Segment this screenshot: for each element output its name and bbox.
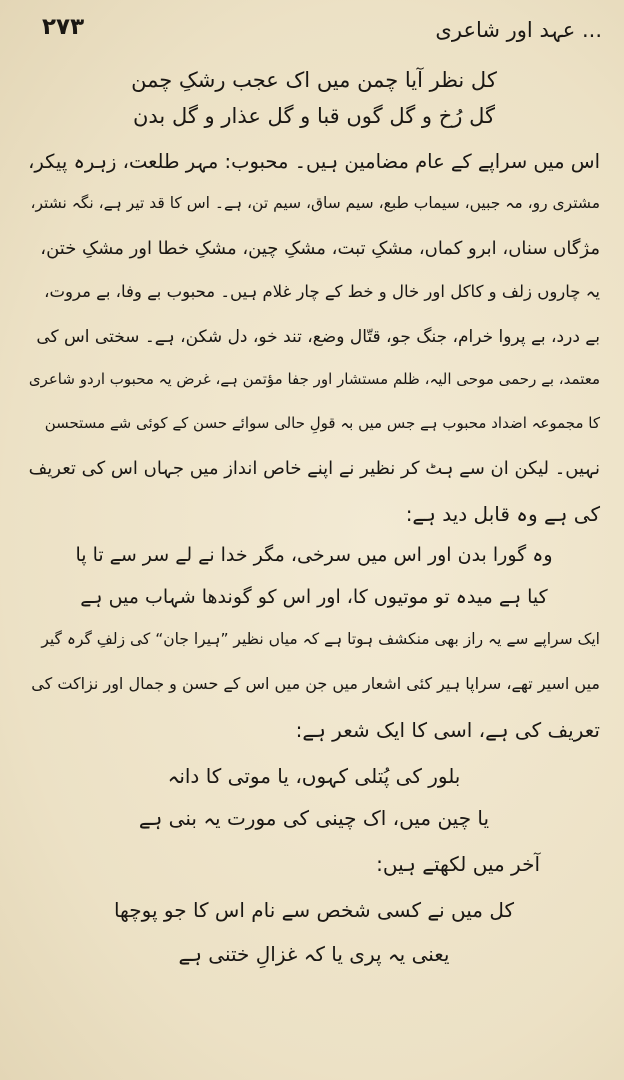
- couplet-2-line-1: وہ گورا بدن اور اس میں سرخی، مگر خدا نے لے سر سے تا پا: [75, 544, 553, 566]
- paragraph-1-line-9: کی ہے وہ قابل دید ہے:: [405, 502, 600, 526]
- couplet-1-line-1: کل نظر آیا چمن میں اک عجب رشکِ چمن: [131, 68, 497, 92]
- paragraph-1-line-1: اس میں سراپے کے عام مضامین ہیں۔ محبوب: مہر طلعت، زہرہ پیکر،: [28, 150, 600, 173]
- couplet-2-line-2: کیا ہے میدہ تو موتیوں کا، اور اس کو گوندھا شہاب میں ہے: [80, 586, 548, 608]
- couplet-3-line-1: بلور کی پُتلی کہوں، یا موتی کا دانہ: [167, 764, 461, 788]
- paragraph-2-line-1: ایک سراپے سے یہ راز بھی منکشف ہوتا ہے کہ میاں نظیر ”ہیرا جان“ کی زلفِ گرہ گیر: [41, 630, 600, 648]
- paragraph-1-line-4: یہ چاروں زلف و کاکل اور خال و خط کے چار غلام ہیں۔ محبوب بے وفا، بے مروت،: [44, 282, 600, 301]
- couplet-4-line-1: کل میں نے کسی شخص سے نام اس کا جو پوچھا: [113, 898, 515, 922]
- paragraph-1-line-6: معتمد، بے رحمی موحی الیہ، ظلم مستشار اور جفا مؤتمن ہے، غرض یہ محبوب اردو شاعری: [28, 370, 600, 388]
- page-number: ۲۷۳: [42, 14, 85, 40]
- couplet-3-line-2: یا چین میں، اک چینی کی مورت یہ بنی ہے: [138, 806, 490, 830]
- paragraph-1-line-5: بے درد، بے پروا خرام، جنگ جو، قتّال وضع، تند خو، دل شکن، ہے۔ سختی اس کی: [36, 327, 600, 347]
- paragraph-1-line-2: مشتری رو، مہ جبیں، سیماب طبع، سیم ساق، سیم تن، ہے۔ اس کا قد تیر ہے، نگہ نشتر،: [30, 194, 600, 212]
- couplet-1-line-2: گل رُخ و گل گوں قبا و گل عذار و گل بدن: [132, 104, 495, 128]
- paragraph-2-line-2: میں اسیر تھے، سراپا ہیر کئی اشعار میں جن میں اس کے حسن و جمال اور نزاکت کی: [31, 674, 600, 693]
- paragraph-3-line-1: آخر میں لکھتے ہیں:: [376, 852, 540, 876]
- running-title: ... عہد اور شاعری: [435, 18, 602, 42]
- paragraph-2-line-3: تعریف کی ہے، اسی کا ایک شعر ہے:: [295, 718, 600, 742]
- paragraph-1-line-8: نہیں۔ لیکن ان سے ہٹ کر نظیر نے اپنے خاص انداز میں جہاں اس کی تعریف: [28, 458, 600, 479]
- paragraph-1-line-7: کا مجموعہ اضداد محبوب ہے جس میں بہ قولِ حالی سوائے حسن کے کوئی شے مستحسن: [44, 414, 600, 432]
- paragraph-1-line-3: مژگاں سناں، ابرو کماں، مشکِ تبت، مشکِ چین، مشکِ خطا اور مشکِ ختن،: [40, 238, 600, 259]
- couplet-4-line-2: یعنی یہ پری یا کہ غزالِ ختنی ہے: [178, 942, 450, 966]
